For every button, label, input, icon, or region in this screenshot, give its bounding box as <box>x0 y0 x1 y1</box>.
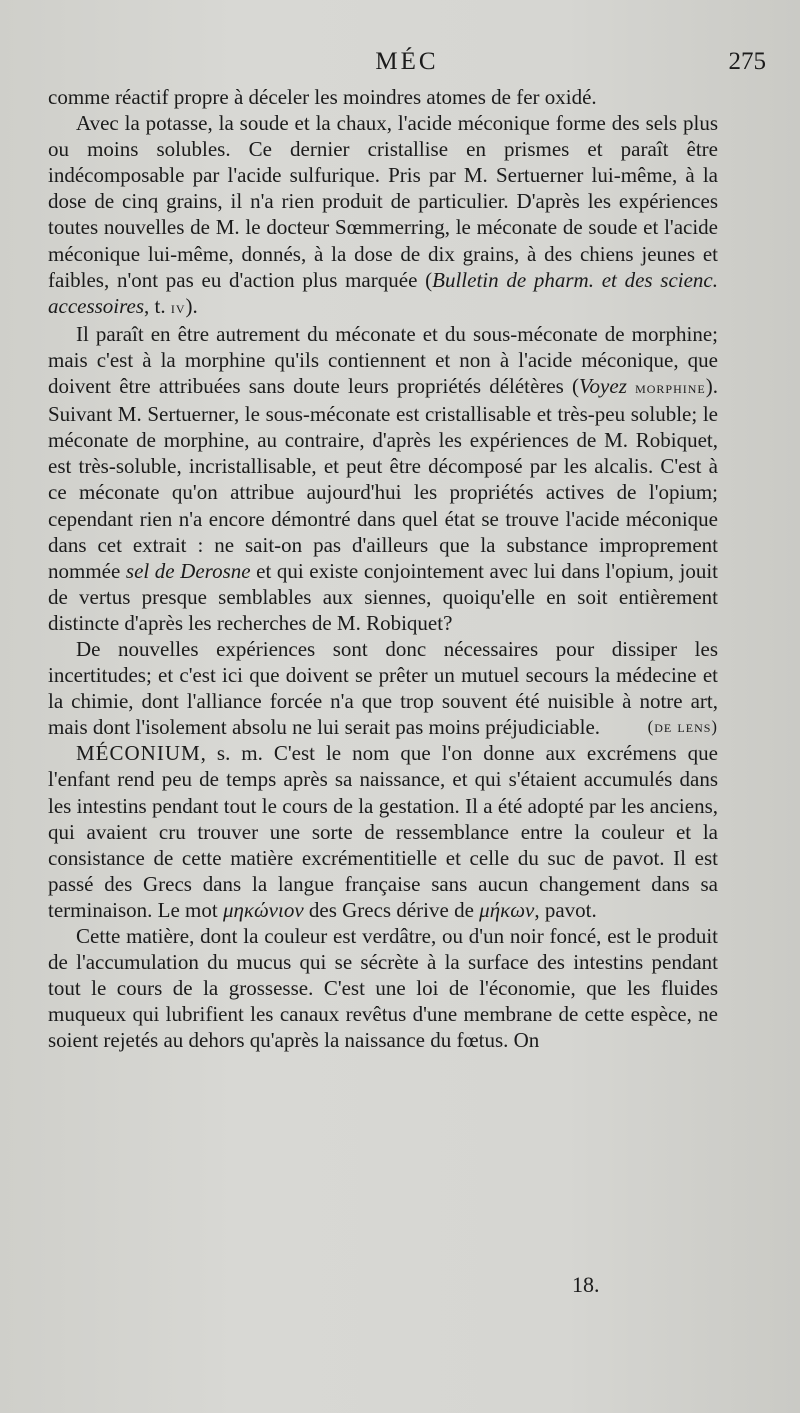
paragraph: Cette matière, dont la couleur est verdâtre, ou d'un noir foncé, est le produit de l'accumulation du mucus qui se sécrète à la surface des intestins pendant tout le cours de la grossesse. C'est une loi de l'économie, que les fluides muqueux qui lubrifient les canaux revêtus d'une membrane de cette espèce, ne soient rejetés au dehors qu'après la naissance du fœtus. On <box>48 924 718 1053</box>
paragraph-text: des Grecs dérive de <box>303 897 480 922</box>
citation-title: Bulletin de pharm. et des scienc. accessoires <box>48 267 719 318</box>
paragraph <box>48 740 718 923</box>
paragraph <box>48 636 718 740</box>
italic-term: sel de Derosne <box>125 558 251 583</box>
citation-volume-label: , t. <box>144 293 171 318</box>
paragraph-text: , s. m. C'est le nom que l'on donne aux excrémens que l'enfant rend peu de temps après sa naissance, et qui s'étaient accumulés dans les intestins pendant tout le cours de la gestation. Il a été adopté par les anciens, qui avaient cru trouver une sorte de ressemblance entre la couleur et la consistance de cette matière excrémentitielle et celle du suc de pavot. Il est passé des Grecs dans la langue française sans aucun changement dans sa terminaison. Le mot <box>48 741 718 922</box>
cross-ref-voyez: Voyez <box>579 374 627 399</box>
paragraph-text: De nouvelles expériences sont donc nécessaires pour dissiper les incertitudes; et c'est ici que doivent se prêter un mutuel secours la médecine et la chimie, dont l'alliance forcée n'a que trop souvent été nuisible à notre art, mais dont l'isolement absolu ne lui serait pas moins préjudiciable. <box>48 636 718 740</box>
greek-word: μηκώνιον <box>222 897 304 922</box>
citation-volume: iv <box>170 297 186 317</box>
paragraph-end: et qui existe conjointement avec lui dans l'opium, jouit de vertus presque semblables aux siennes, quoiqu'elle en soit entièrement distincte d'après les recherches de M. Robiquet? <box>48 558 718 635</box>
paragraph: comme réactif propre à déceler les moindres atomes de fer oxidé. <box>48 85 597 109</box>
author-signature: (de lens) <box>647 717 718 737</box>
paragraph <box>48 321 718 636</box>
page-header <box>48 48 766 84</box>
paragraph-text: Il paraît en être autrement du méconate et du sous-méconate de morphine; mais c'est à la morphine qu'ils contiennent et non à l'acide méconique, que doivent être attribuées sans doute leurs propriétés délétères ( <box>48 321 718 399</box>
paragraph-end: ). <box>185 293 198 318</box>
paragraph-text: ). Suivant M. Sertuerner, le sous-méconate est cristallisable et très-peu soluble; le méconate de morphine, au contraire, d'après les expériences de M. Robiquet, est très-soluble, incristallisable, et peut être décomposé par les alcalis. C'est à ce méconate qu'on attribue aujourd'hui les propriétés actives de l'opium; cependant rien n'a encore démontré dans quel état se trouve l'acide méconique dans cet extrait : ne sait-on pas d'ailleurs que la substance improprement nommée <box>48 374 719 583</box>
entry-headword: MÉCONIUM <box>76 741 201 766</box>
greek-word: μήκων <box>479 897 535 922</box>
page-number: 275 <box>728 48 766 75</box>
body-text <box>48 84 718 1053</box>
signature-mark: 18. <box>572 1272 600 1297</box>
paragraph <box>48 110 718 321</box>
running-head: MÉC <box>375 48 439 75</box>
cross-ref-term: morphine <box>635 378 706 398</box>
paragraph-end: , pavot. <box>534 897 597 922</box>
paragraph-text: Avec la potasse, la soude et la chaux, l'acide méconique forme des sels plus ou moins solubles. Ce dernier cristallise en prismes et paraît être indécomposable par l'acide sulfurique. Pris par M. Sertuerner lui-même, à la dose de cinq grains, il n'a rien produit de particulier. D'après les expériences toutes nouvelles de M. le docteur Sœmmerring, le méconate de soude et l'acide méconique lui-même, donnés, à la dose de dix grains, à des chiens jeunes et faibles, n'ont pas eu d'action plus marquée ( <box>48 111 718 292</box>
